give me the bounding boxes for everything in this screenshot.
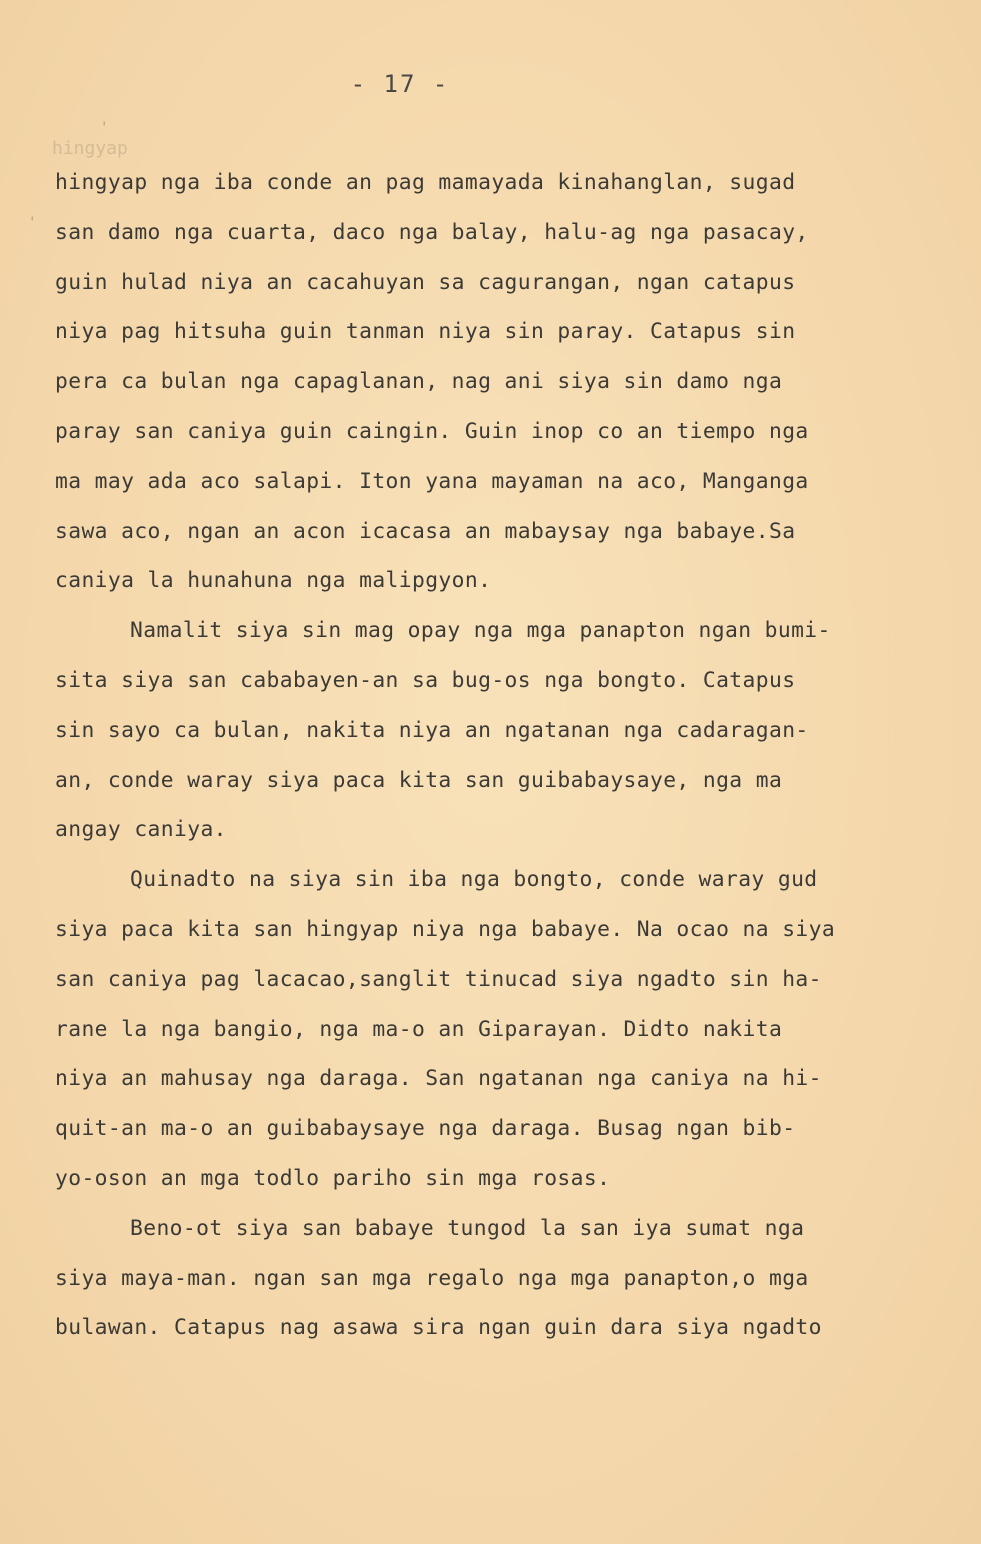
text-line: quit-an ma-o an guibabaysaye nga daraga. Busag ngan bib- (55, 1116, 796, 1142)
text-line: hingyap nga iba conde an pag mamayada kinahanglan, sugad (55, 170, 796, 195)
text-line: san caniya pag lacacao,sanglit tinucad siya ngadto sin ha- (55, 966, 822, 992)
text-line: niya an mahusay nga daraga. San ngatanan nga caniya na hi- (55, 1066, 822, 1092)
text-line: siya maya-man. ngan san mga regalo nga mga panapton,o mga (55, 1265, 809, 1291)
body-text (55, 158, 955, 1353)
ink-mark: ' (28, 215, 37, 231)
text-line: paray san caniya guin caingin. Guin inop co an tiempo nga (55, 418, 809, 444)
paragraph-start-line: Quinadto na siya sin iba nga bongto, conde waray gud (130, 867, 818, 893)
text-line: rane la nga bangio, nga ma-o an Giparayan. Didto nakita (55, 1016, 783, 1042)
page-number: - 17 - (350, 70, 450, 98)
text-line: sin sayo ca bulan, nakita niya an ngatanan nga cadaragan- (55, 717, 809, 743)
text-line: guin hulad niya an cacahuyan sa cagurangan, ngan catapus (55, 269, 796, 295)
text-line: caniya la hunahuna nga malipgyon. (55, 568, 492, 594)
text-line: ma may ada aco salapi. Iton yana mayaman na aco, Manganga (55, 468, 809, 494)
marginal-note: hingyap (52, 138, 128, 159)
text-line: san damo nga cuarta, daco nga balay, halu-ag nga pasacay, (55, 219, 809, 245)
text-line: siya paca kita san hingyap niya nga babaye. Na ocao na siya (55, 916, 836, 942)
text-line: sawa aco, ngan an acon icacasa an mabaysay nga babaye.Sa (55, 518, 796, 544)
text-line: an, conde waray siya paca kita san guibabaysaye, nga ma (55, 767, 783, 793)
ink-mark: ' (100, 120, 109, 136)
text-line: niya pag hitsuha guin tanman niya sin paray. Catapus sin (55, 319, 796, 345)
text-line: yo-oson an mga todlo pariho sin mga rosas. (55, 1165, 611, 1191)
text-line: pera ca bulan nga capaglanan, nag ani siya sin damo nga (55, 369, 783, 395)
text-line: sita siya san cababayen-an sa bug-os nga bongto. Catapus (55, 667, 796, 693)
paragraph-start-line: Namalit siya sin mag opay nga mga panapton ngan bumi- (130, 618, 831, 644)
text-line: angay caniya. (55, 817, 227, 843)
paragraph-start-line: Beno-ot siya san babaye tungod la san iya sumat nga (130, 1215, 805, 1241)
text-line: bulawan. Catapus nag asawa sira ngan guin dara siya ngadto (55, 1315, 822, 1341)
